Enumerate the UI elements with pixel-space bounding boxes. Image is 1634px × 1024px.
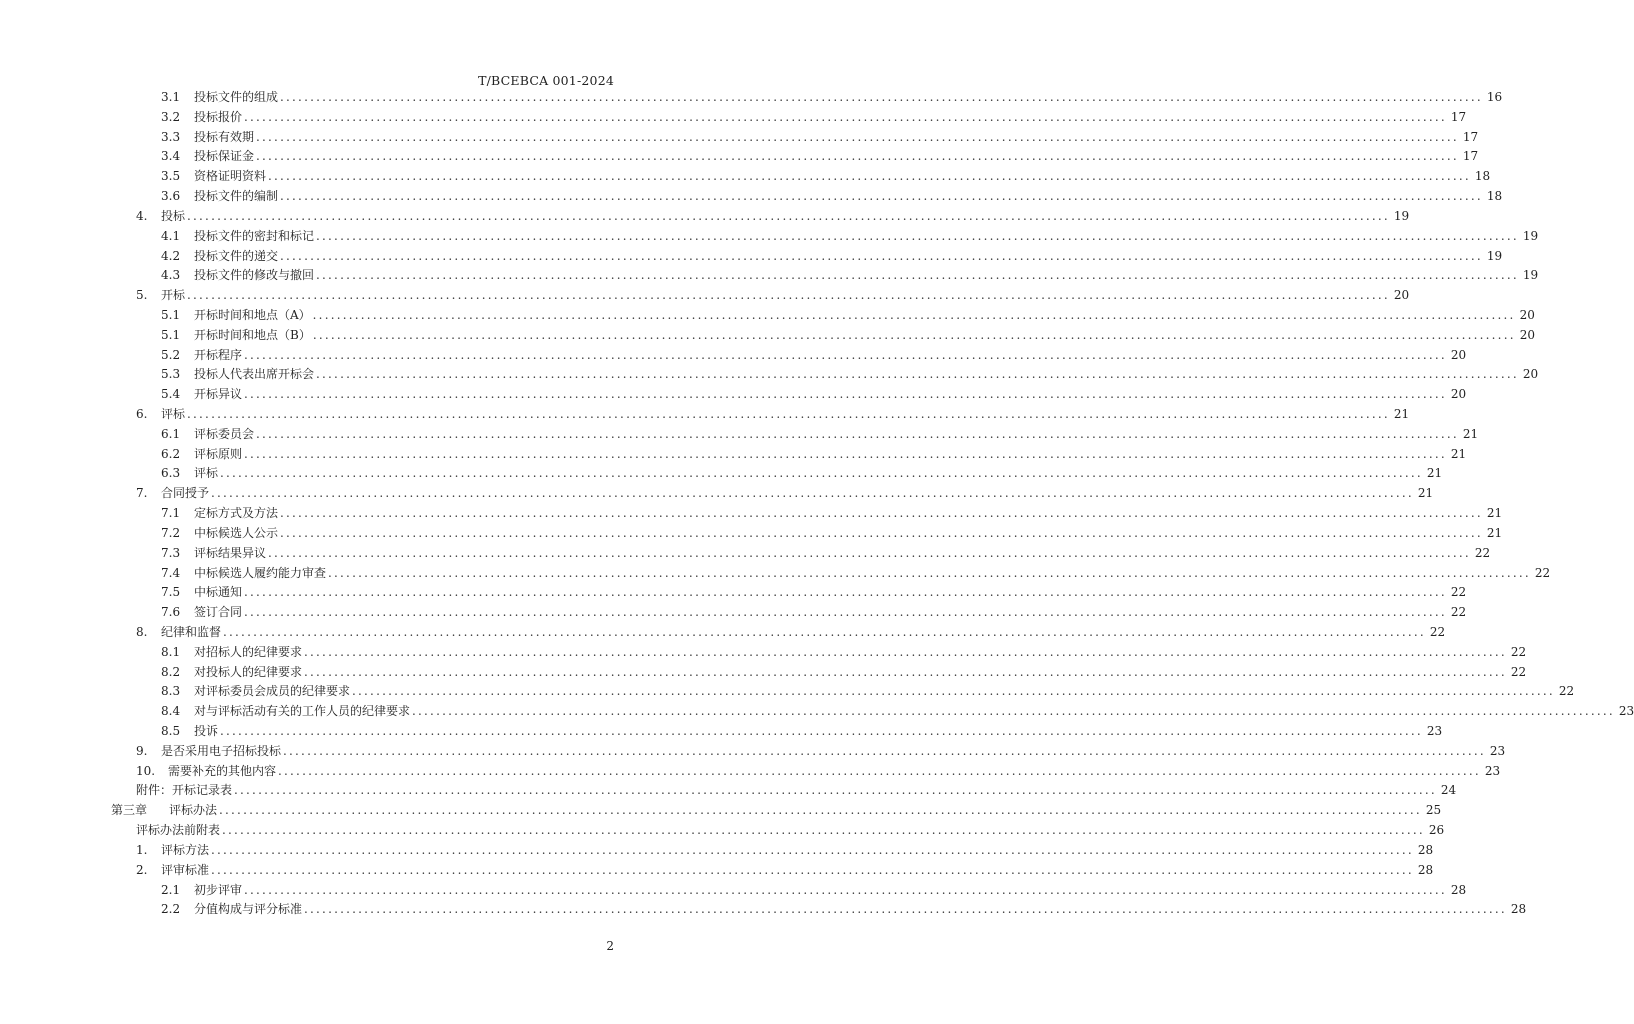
toc-entry-number: 3.3 — [161, 129, 181, 144]
toc-entry-page: 20 — [1522, 367, 1539, 382]
toc-entry-number: 7.6 — [161, 605, 181, 620]
toc-entry-title: 评标办法前附表 — [136, 823, 221, 838]
table-of-contents — [0, 88, 1634, 920]
toc-entry-number: 7.4 — [161, 565, 181, 580]
toc-entry-number: 4.1 — [161, 228, 181, 243]
toc-entry-number: 6. — [136, 407, 148, 421]
toc-entry-title: 投标文件的编制 — [194, 189, 279, 204]
toc-entry-page: 22 — [1534, 565, 1551, 580]
toc-entry-title: 开标时间和地点（B） — [194, 327, 311, 342]
toc-leader-dots: ........................................................................................................................................................................................................ — [280, 189, 1483, 204]
toc-entry-number: 5.1 — [161, 307, 181, 322]
toc-leader-dots: ........................................................................................................................................................................................................ — [304, 644, 1507, 659]
toc-entry-line — [161, 841, 1434, 861]
toc-entry-line — [194, 544, 1491, 564]
toc-leader-dots: ........................................................................................................................................................................................................ — [244, 882, 1447, 897]
toc-entry-number: 8.5 — [161, 724, 181, 738]
toc-entry[interactable] — [0, 762, 1501, 782]
toc-entry-page: 22 — [1558, 684, 1575, 699]
toc-entry-page: 20 — [1519, 327, 1535, 342]
toc-leader-dots: ........................................................................................................................................................................................................ — [244, 109, 1447, 124]
toc-entry[interactable] — [0, 365, 1539, 385]
toc-entry-number: 5.1 — [161, 327, 181, 342]
toc-entry-title: 中标候选人履约能力审查 — [194, 565, 327, 580]
toc-entry-line — [136, 821, 1445, 841]
toc-leader-dots: ........................................................................................................................................................................................................ — [412, 704, 1615, 719]
toc-entry-page: 21 — [1486, 506, 1503, 521]
toc-entry-title: 投标文件的修改与撤回 — [194, 268, 315, 283]
toc-entry-page: 23 — [1489, 743, 1506, 758]
toc-entry-title: 对评标委员会成员的纪律要求 — [194, 684, 351, 699]
toc-entry[interactable] — [0, 583, 1467, 603]
toc-entry[interactable] — [0, 702, 1634, 722]
toc-entry[interactable] — [0, 841, 1434, 861]
toc-entry-line — [194, 227, 1539, 247]
toc-entry[interactable] — [0, 88, 1503, 108]
toc-leader-dots: ........................................................................................................................................................................................................ — [223, 624, 1426, 639]
toc-entry-page: 20 — [1450, 347, 1467, 362]
toc-leader-dots: ........................................................................................................................................................................................................ — [328, 565, 1531, 580]
toc-entry-page: 28 — [1417, 842, 1434, 857]
toc-leader-dots: ........................................................................................................................................................................................................ — [244, 585, 1447, 600]
toc-entry-number: 2. — [136, 862, 148, 877]
toc-leader-dots: ........................................................................................................................................................................................................ — [222, 823, 1425, 838]
toc-entry-page: 23 — [1618, 704, 1634, 719]
toc-entry[interactable] — [0, 900, 1527, 920]
toc-entry-title: 评审标准 — [161, 862, 210, 877]
toc-entry-title: 评标方法 — [161, 842, 210, 857]
toc-leader-dots: ........................................................................................................................................................................................................ — [244, 446, 1447, 461]
toc-leader-dots: ........................................................................................................................................................................................................ — [316, 228, 1519, 243]
toc-entry-page: 22 — [1450, 605, 1467, 620]
toc-leader-dots: ........................................................................................................................................................................................................ — [220, 466, 1423, 481]
toc-leader-dots: ........................................................................................................................................................................................................ — [304, 664, 1507, 679]
toc-entry-line — [194, 365, 1539, 385]
toc-entry-number: 1. — [136, 842, 148, 857]
toc-entry[interactable] — [0, 484, 1434, 504]
toc-entry-title: 对与评标活动有关的工作人员的纪律要求 — [194, 704, 411, 719]
toc-entry[interactable] — [0, 147, 1479, 167]
toc-entry-title: 定标方式及方法 — [194, 506, 279, 521]
toc-entry[interactable] — [0, 306, 1535, 326]
toc-entry-title: 分值构成与评分标准 — [194, 902, 303, 917]
toc-leader-dots: ........................................................................................................................................................................................................ — [234, 783, 1437, 798]
toc-entry-number: 5.2 — [161, 347, 181, 362]
toc-leader-dots: ........................................................................................................................................................................................................ — [219, 803, 1422, 818]
toc-entry-page: 19 — [1486, 248, 1503, 263]
toc-entry-number: 8.4 — [161, 704, 181, 719]
toc-entry-page: 19 — [1393, 208, 1410, 223]
toc-entry-page: 20 — [1450, 387, 1467, 402]
toc-entry[interactable] — [0, 544, 1491, 564]
toc-entry-page: 21 — [1450, 446, 1467, 461]
toc-entry-title: 对招标人的纪律要求 — [194, 644, 303, 659]
toc-entry-title: 开标程序 — [194, 347, 243, 362]
toc-entry-line — [194, 445, 1467, 465]
toc-entry[interactable] — [0, 504, 1503, 524]
toc-entry-title: 投标有效期 — [194, 129, 255, 144]
toc-entry-line — [161, 742, 1506, 762]
toc-entry-number: 5. — [136, 288, 148, 303]
toc-leader-dots: ........................................................................................................................................................................................................ — [256, 426, 1459, 441]
toc-entry-page: 25 — [1425, 803, 1442, 818]
toc-entry-title: 是否采用电子招标投标 — [161, 743, 282, 758]
toc-entry-number: 6.3 — [161, 466, 181, 481]
toc-entry-line — [194, 128, 1479, 148]
toc-entry-number: 6.2 — [161, 446, 181, 461]
toc-entry-number: 8.2 — [161, 664, 181, 679]
toc-entry[interactable] — [0, 108, 1467, 128]
toc-entry[interactable] — [0, 623, 1446, 643]
document-code: T/BCEBCA 001-2024 — [478, 73, 614, 88]
toc-leader-dots: ........................................................................................................................................................................................................ — [244, 387, 1447, 402]
toc-entry-line — [194, 702, 1634, 722]
toc-leader-dots: ........................................................................................................................................................................................................ — [211, 862, 1414, 877]
toc-entry-title: 评标 — [161, 407, 186, 421]
toc-entry-title: 投标文件的组成 — [194, 90, 279, 104]
toc-leader-dots: ........................................................................................................................................................................................................ — [256, 149, 1459, 164]
toc-entry-title: 评标办法 — [169, 803, 218, 818]
toc-leader-dots: ........................................................................................................................................................................................................ — [187, 208, 1390, 223]
toc-entry-title: 纪律和监督 — [161, 624, 222, 639]
toc-entry-title: 对投标人的纪律要求 — [194, 664, 303, 679]
toc-entry-number: 2.1 — [161, 882, 181, 897]
toc-entry-title: 评标 — [194, 466, 219, 481]
toc-entry[interactable] — [0, 385, 1467, 405]
toc-entry[interactable] — [0, 464, 1443, 484]
toc-entry-page: 17 — [1462, 149, 1479, 164]
toc-entry[interactable] — [0, 326, 1535, 346]
toc-leader-dots: ........................................................................................................................................................................................................ — [278, 763, 1481, 778]
toc-entry-page: 21 — [1486, 525, 1503, 540]
toc-entry[interactable] — [0, 682, 1575, 702]
toc-entry-line — [161, 207, 1410, 227]
toc-entry-line — [161, 405, 1410, 425]
toc-entry-title: 投标文件的递交 — [194, 248, 279, 263]
toc-entry-line — [169, 801, 1442, 821]
toc-entry-page: 20 — [1519, 307, 1535, 322]
toc-entry-line — [194, 147, 1479, 167]
toc-entry[interactable] — [0, 643, 1527, 663]
toc-entry-line — [194, 603, 1467, 623]
toc-entry-number: 7.2 — [161, 525, 181, 540]
toc-entry[interactable] — [0, 801, 1442, 821]
toc-entry-number: 3.2 — [161, 109, 181, 124]
toc-leader-dots: ........................................................................................................................................................................................................ — [211, 842, 1414, 857]
toc-entry-title: 需要补充的其他内容 — [168, 763, 277, 778]
toc-entry-line — [194, 425, 1479, 445]
toc-entry[interactable] — [0, 564, 1551, 584]
toc-entry-title: 初步评审 — [194, 882, 243, 897]
toc-leader-dots: ........................................................................................................................................................................................................ — [244, 605, 1447, 620]
toc-leader-dots: ........................................................................................................................................................................................................ — [187, 288, 1390, 303]
toc-entry-line — [161, 861, 1434, 881]
toc-entry-line — [194, 108, 1467, 128]
toc-entry-line — [194, 583, 1467, 603]
toc-entry-number: 5.4 — [161, 387, 181, 402]
toc-entry-page: 21 — [1393, 407, 1410, 421]
toc-entry-page: 21 — [1462, 426, 1479, 441]
toc-entry-page: 19 — [1522, 268, 1539, 283]
toc-leader-dots: ........................................................................................................................................................................................................ — [268, 545, 1471, 560]
toc-entry-line — [194, 881, 1467, 901]
toc-leader-dots: ........................................................................................................................................................................................................ — [312, 327, 1516, 342]
toc-entry[interactable] — [0, 266, 1539, 286]
toc-entry[interactable] — [0, 524, 1503, 544]
toc-entry-number: 8. — [136, 624, 148, 639]
toc-entry-title: 附件：开标记录表 — [136, 783, 233, 798]
toc-entry[interactable] — [0, 742, 1506, 762]
toc-leader-dots: ........................................................................................................................................................................................................ — [352, 684, 1555, 699]
toc-entry-page: 22 — [1510, 664, 1527, 679]
toc-entry-line — [194, 464, 1443, 484]
toc-entry-number: 4.3 — [161, 268, 181, 283]
toc-entry-line — [194, 266, 1539, 286]
toc-leader-dots: ........................................................................................................................................................................................................ — [280, 506, 1483, 521]
toc-entry-line — [194, 167, 1491, 187]
toc-entry-page: 28 — [1510, 902, 1527, 917]
toc-entry-number: 3.4 — [161, 149, 181, 164]
toc-entry-line — [194, 326, 1535, 346]
toc-entry-line — [161, 623, 1446, 643]
toc-entry[interactable] — [0, 603, 1467, 623]
toc-leader-dots: ........................................................................................................................................................................................................ — [280, 90, 1483, 104]
toc-leader-dots: ........................................................................................................................................................................................................ — [187, 407, 1390, 421]
toc-entry-page: 21 — [1417, 486, 1434, 501]
toc-entry[interactable] — [0, 861, 1434, 881]
toc-leader-dots: ........................................................................................................................................................................................................ — [268, 169, 1471, 184]
toc-entry-page: 22 — [1429, 624, 1446, 639]
toc-entry-title: 投诉 — [194, 724, 219, 738]
toc-entry-line — [194, 504, 1503, 524]
toc-entry[interactable] — [0, 346, 1467, 366]
toc-entry-number: 7.1 — [161, 506, 181, 521]
toc-entry-number: 2.2 — [161, 902, 181, 917]
toc-entry-line — [194, 643, 1527, 663]
toc-entry-title: 合同授予 — [161, 486, 210, 501]
toc-entry-line — [194, 306, 1535, 326]
toc-entry-title: 评标结果异议 — [194, 545, 267, 560]
toc-entry[interactable] — [0, 405, 1410, 425]
toc-entry-title: 投标文件的密封和标记 — [194, 228, 315, 243]
toc-entry-page: 18 — [1486, 189, 1503, 204]
toc-entry-title: 投标 — [161, 208, 186, 223]
toc-entry-number: 6.1 — [161, 426, 181, 441]
toc-entry-page: 22 — [1510, 644, 1527, 659]
toc-entry-line — [168, 762, 1501, 782]
toc-entry-title: 投标人代表出席开标会 — [194, 367, 315, 382]
toc-leader-dots: ........................................................................................................................................................................................................ — [220, 724, 1423, 738]
toc-entry-title: 开标异议 — [194, 387, 243, 402]
toc-entry[interactable] — [0, 722, 1443, 742]
toc-entry-page: 19 — [1522, 228, 1539, 243]
toc-entry-line — [194, 682, 1575, 702]
toc-entry-page: 16 — [1486, 90, 1503, 104]
toc-entry-number: 4. — [136, 208, 148, 223]
toc-entry-page: 18 — [1474, 169, 1491, 184]
toc-entry-title: 资格证明资料 — [194, 169, 267, 184]
toc-leader-dots: ........................................................................................................................................................................................................ — [283, 743, 1486, 758]
toc-entry-number: 8.1 — [161, 644, 181, 659]
toc-leader-dots: ........................................................................................................................................................................................................ — [280, 525, 1483, 540]
toc-entry-number: 8.3 — [161, 684, 181, 699]
toc-entry-line — [194, 247, 1503, 267]
toc-entry-page: 23 — [1426, 724, 1443, 738]
toc-leader-dots: ........................................................................................................................................................................................................ — [304, 902, 1507, 917]
toc-entry[interactable] — [0, 187, 1503, 207]
toc-entry-number: 第三章 — [111, 803, 148, 818]
toc-entry-page: 22 — [1450, 585, 1467, 600]
toc-entry[interactable] — [0, 881, 1467, 901]
toc-entry-line — [194, 385, 1467, 405]
toc-entry-line — [194, 346, 1467, 366]
toc-entry-page: 28 — [1417, 862, 1434, 877]
toc-entry[interactable] — [0, 821, 1445, 841]
toc-entry-line — [194, 187, 1503, 207]
toc-entry-line — [161, 286, 1410, 306]
toc-entry-line — [194, 88, 1503, 108]
toc-entry[interactable] — [0, 286, 1410, 306]
toc-leader-dots: ........................................................................................................................................................................................................ — [316, 268, 1519, 283]
toc-entry-line — [194, 524, 1503, 544]
toc-entry-number: 3.5 — [161, 169, 181, 184]
toc-leader-dots: ........................................................................................................................................................................................................ — [211, 486, 1414, 501]
toc-entry-title: 评标原则 — [194, 446, 243, 461]
toc-entry-number: 3.1 — [161, 90, 181, 104]
toc-entry-number: 9. — [136, 743, 148, 758]
toc-entry[interactable] — [0, 128, 1479, 148]
toc-entry-title: 评标委员会 — [194, 426, 255, 441]
toc-entry-page: 20 — [1393, 288, 1410, 303]
toc-entry[interactable] — [0, 781, 1457, 801]
toc-entry-page: 24 — [1440, 783, 1457, 798]
toc-leader-dots: ........................................................................................................................................................................................................ — [244, 347, 1447, 362]
toc-entry-page: 28 — [1450, 882, 1467, 897]
toc-entry-title: 开标 — [161, 288, 186, 303]
toc-entry-number: 7.3 — [161, 545, 181, 560]
toc-entry-number: 3.6 — [161, 189, 181, 204]
toc-entry[interactable] — [0, 663, 1527, 683]
toc-entry-line — [194, 663, 1527, 683]
toc-entry-number: 7.5 — [161, 585, 181, 600]
toc-entry-line — [194, 564, 1551, 584]
toc-entry-page: 17 — [1450, 109, 1467, 124]
toc-entry-number: 7. — [136, 486, 148, 501]
toc-entry-page: 26 — [1428, 823, 1445, 838]
toc-entry-line — [136, 781, 1457, 801]
toc-entry[interactable] — [0, 425, 1479, 445]
toc-entry-line — [161, 484, 1434, 504]
toc-entry-title: 签订合同 — [194, 605, 243, 620]
toc-entry-number: 4.2 — [161, 248, 181, 263]
toc-entry-line — [194, 722, 1443, 742]
toc-entry-title: 投标报价 — [194, 109, 243, 124]
toc-entry-page: 22 — [1474, 545, 1491, 560]
toc-leader-dots: ........................................................................................................................................................................................................ — [280, 248, 1483, 263]
toc-leader-dots: ........................................................................................................................................................................................................ — [312, 307, 1516, 322]
toc-entry-number: 10. — [136, 763, 156, 778]
toc-entry-title: 中标通知 — [194, 585, 243, 600]
page-number: 2 — [606, 939, 614, 953]
toc-entry-number: 5.3 — [161, 367, 181, 382]
toc-entry-title: 中标候选人公示 — [194, 525, 279, 540]
toc-entry-title: 投标保证金 — [194, 149, 255, 164]
toc-leader-dots: ........................................................................................................................................................................................................ — [316, 367, 1519, 382]
toc-entry[interactable] — [0, 247, 1503, 267]
toc-entry[interactable] — [0, 207, 1410, 227]
toc-entry-line — [194, 900, 1527, 920]
toc-leader-dots: ........................................................................................................................................................................................................ — [256, 129, 1459, 144]
toc-entry[interactable] — [0, 227, 1539, 247]
toc-entry[interactable] — [0, 167, 1491, 187]
toc-entry-page: 21 — [1426, 466, 1443, 481]
toc-entry-page: 23 — [1484, 763, 1501, 778]
toc-entry-page: 17 — [1462, 129, 1479, 144]
toc-entry[interactable] — [0, 445, 1467, 465]
toc-entry-title: 开标时间和地点（A） — [194, 307, 311, 322]
